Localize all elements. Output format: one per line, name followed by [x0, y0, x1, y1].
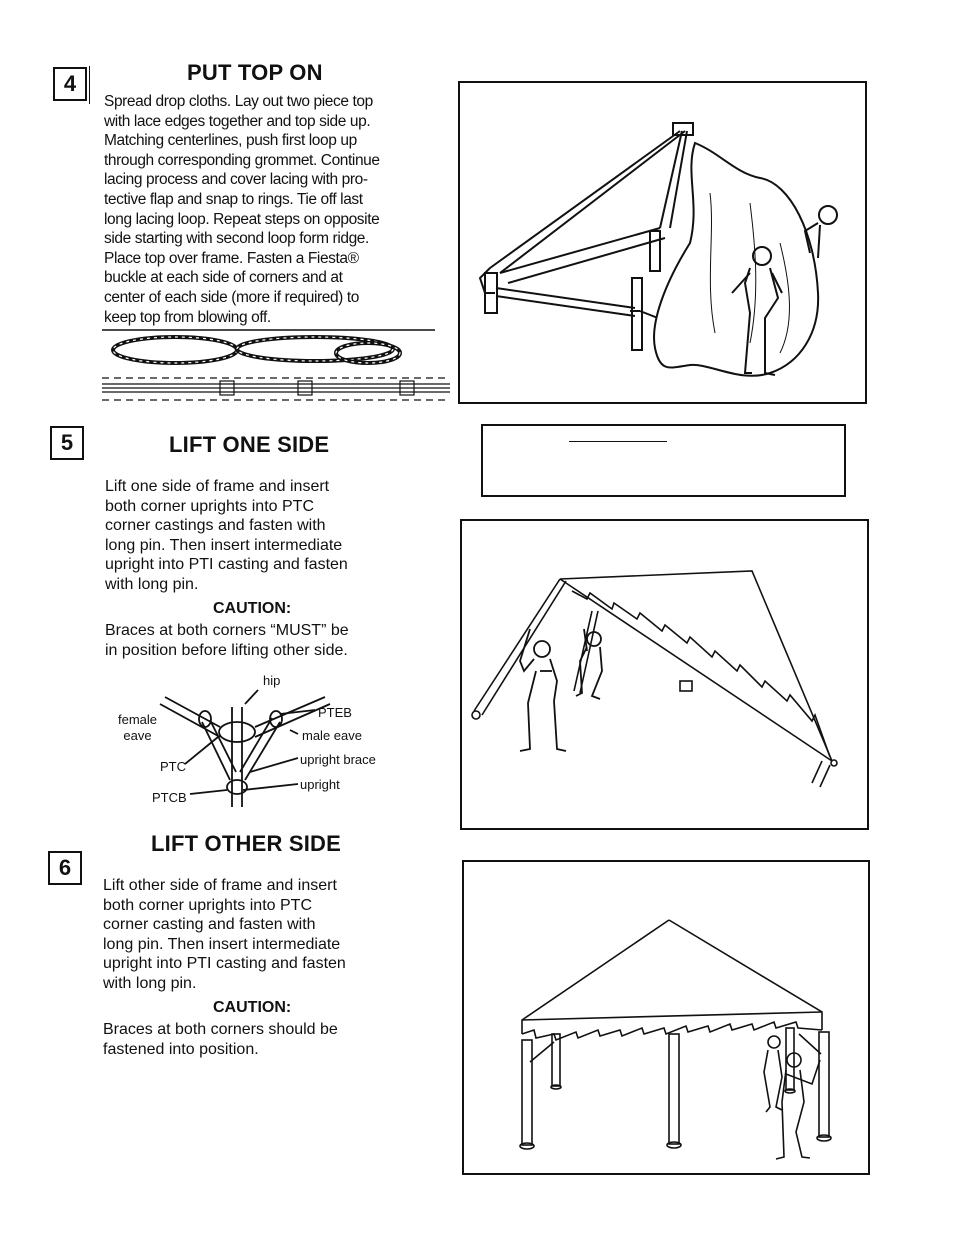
step-6-caution-text: Braces at both corners should be fastened into position. — [103, 1021, 338, 1058]
step-4-divider — [89, 66, 90, 104]
label-upright-brace: upright brace — [300, 752, 376, 767]
step-6-title: LIFT OTHER SIDE — [151, 831, 341, 856]
note-box — [481, 424, 846, 497]
label-hip: hip — [263, 673, 281, 688]
label-pteb: PTEB — [318, 705, 352, 720]
label-ptcb: PTCB — [152, 790, 187, 805]
tent-frame-icon — [460, 83, 865, 402]
step-number-5: 5 — [50, 426, 84, 460]
step-6-text: Lift other side of frame and insert both corner uprights into PTC corner casting and fasten with long pin. Then insert intermediate upright into PTI casting and fasten with long pin. — [103, 877, 346, 992]
step-5-illustration — [460, 519, 869, 830]
step-5-caution-label: CAUTION: — [213, 600, 292, 617]
step-6-caution-label: CAUTION: — [213, 999, 292, 1016]
step-4-title: PUT TOP ON — [187, 60, 323, 85]
step-6-illustration — [462, 860, 870, 1175]
step-5-text: Lift one side of frame and insert both corner uprights into PTC corner castings and fasten with long pin. Then insert intermediate upright into PTI casting and fasten with long pin. — [105, 478, 348, 593]
note-box-rule — [569, 441, 667, 442]
step-number-4: 4 — [53, 67, 87, 101]
tent-lifting-icon — [462, 521, 867, 828]
label-female-eave: female eave — [118, 712, 158, 743]
step-5-title: LIFT ONE SIDE — [169, 432, 330, 457]
step-4-illustration — [458, 81, 867, 404]
step-number-6: 6 — [48, 851, 82, 885]
label-ptc: PTC — [160, 759, 186, 774]
label-male-eave: male eave — [302, 728, 362, 743]
step-4-text: Spread drop cloths. Lay out two piece top with lace edges together and top side up. Matching centerlines, push first loop up through corresponding grommet. Continue lacing process and cover lacing with pro- tective flap and snap to rings. Tie off last long lacing loop. Repeat steps on opposite side starting with second loop form ridge. Place top over frame. Fasten a Fiesta® buckle at each side of corners and at center of each side (more if required) to keep top from blowing off. — [104, 93, 380, 326]
tent-erected-icon — [464, 862, 868, 1173]
step-5-caution-text: Braces at both corners “MUST” be in position before lifting other side. — [105, 622, 349, 659]
label-upright: upright — [300, 777, 340, 792]
lacing-loop-icon — [100, 326, 455, 408]
